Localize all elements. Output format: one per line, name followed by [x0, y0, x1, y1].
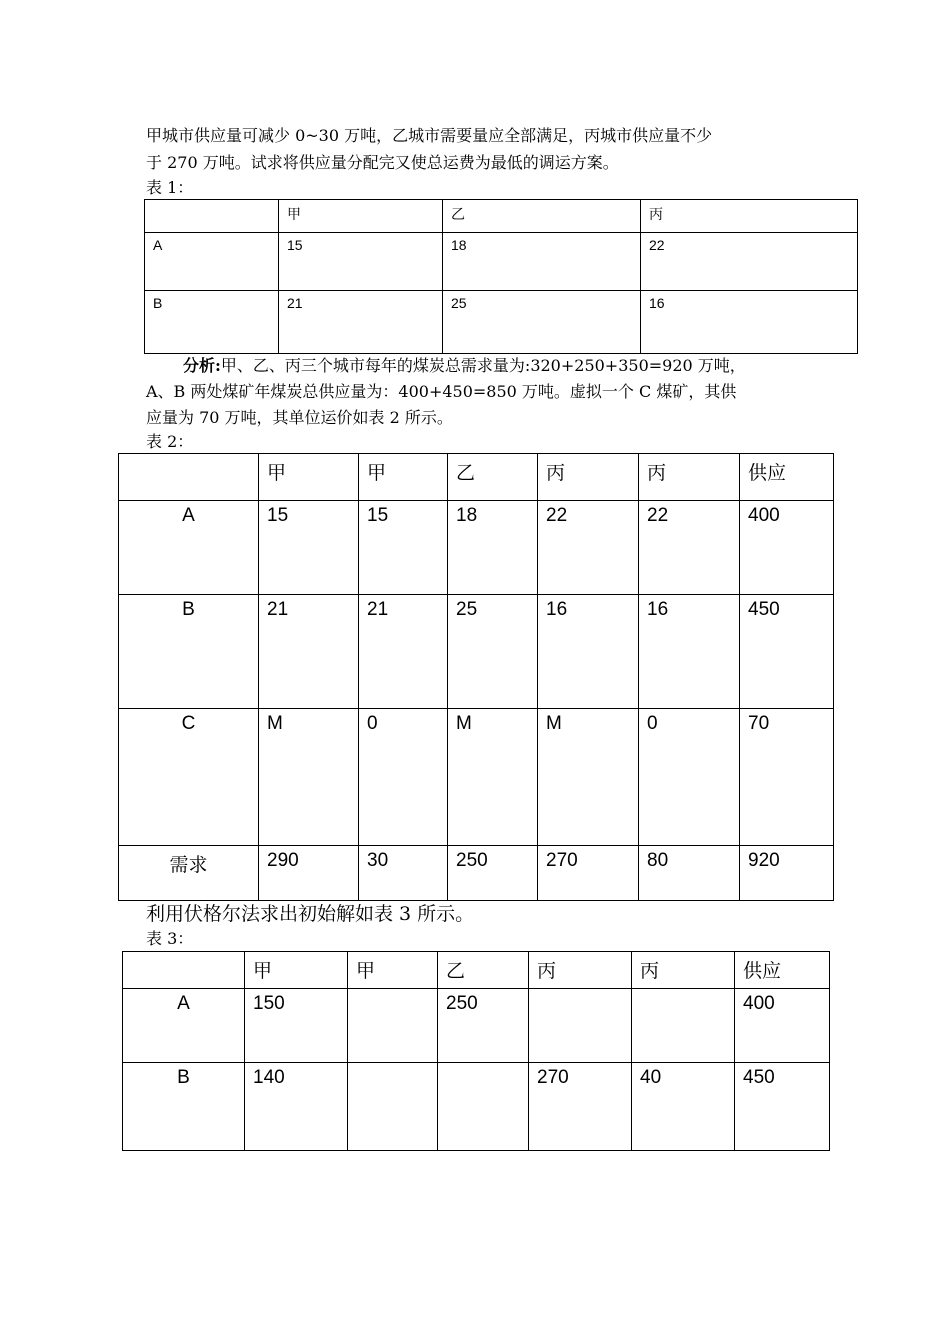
table2-cell: 18 — [448, 501, 538, 595]
table3-cell: 150 — [245, 989, 348, 1063]
table-row — [119, 846, 834, 901]
table3-cell: 40 — [632, 1063, 735, 1151]
table3-cell: 450 — [735, 1063, 830, 1151]
table2-cell: 21 — [259, 595, 359, 709]
table2-cell: 16 — [639, 595, 740, 709]
table3-header-label: 丙 — [640, 960, 660, 982]
table3-cell — [438, 1063, 529, 1151]
table2-cell: 30 — [359, 846, 448, 901]
vogel-text: 利用伏格尔法求出初始解如表 3 所示。 — [146, 903, 475, 925]
table3-caption: 表 3： — [146, 929, 194, 948]
table2-header-cell — [538, 454, 639, 501]
table-3 — [122, 951, 830, 1151]
table3-header-label: 丙 — [537, 960, 557, 982]
table3-header-cell — [632, 952, 735, 989]
table1-header-cell — [641, 200, 858, 233]
table-row — [145, 291, 858, 354]
table2-cell: M — [538, 709, 639, 846]
table1-header-label: 乙 — [451, 207, 465, 223]
table2-demand-label: 需求 — [169, 854, 208, 876]
table1-header-label: 丙 — [649, 207, 663, 223]
table3-header-cell — [245, 952, 348, 989]
table2-cell: 270 — [538, 846, 639, 901]
table3-header-label: 甲 — [253, 960, 273, 982]
table2-header-label: 丙 — [647, 462, 667, 484]
table2-header-label: 乙 — [456, 462, 476, 484]
table3-cell: 140 — [245, 1063, 348, 1151]
table2-cell: 70 — [740, 709, 834, 846]
table2-row-label: B — [119, 595, 259, 709]
table3-cell — [529, 989, 632, 1063]
table2-cell: 250 — [448, 846, 538, 901]
table1-cell: 25 — [443, 291, 641, 354]
table3-cell: 400 — [735, 989, 830, 1063]
table2-cell: 0 — [639, 709, 740, 846]
table3-row-label: B — [123, 1063, 245, 1151]
table3-header-row — [123, 952, 830, 989]
table2-cell: 15 — [259, 501, 359, 595]
table-row — [123, 989, 830, 1063]
table2-cell: 25 — [448, 595, 538, 709]
table3-header-cell — [348, 952, 438, 989]
table2-cell: M — [259, 709, 359, 846]
table2-header-cell — [448, 454, 538, 501]
table1-cell: 22 — [641, 233, 858, 291]
table1-header-row — [145, 200, 858, 233]
table1-header-cell — [279, 200, 443, 233]
analysis-line-3: 应量为 70 万吨，其单位运价如表 2 所示。 — [146, 408, 453, 427]
table-row — [145, 233, 858, 291]
table3-header-cell — [438, 952, 529, 989]
table1-header-label: 甲 — [287, 207, 301, 223]
table2-cell: M — [448, 709, 538, 846]
table-row — [123, 1063, 830, 1151]
table2-caption: 表 2： — [146, 432, 194, 451]
table2-cell: 290 — [259, 846, 359, 901]
table3-cell: 250 — [438, 989, 529, 1063]
table3-header-label: 乙 — [446, 960, 466, 982]
table1-header-cell — [443, 200, 641, 233]
table1-cell: 18 — [443, 233, 641, 291]
table2-cell: 21 — [359, 595, 448, 709]
table3-cell — [348, 1063, 438, 1151]
table1-cell: 15 — [279, 233, 443, 291]
table2-cell: 22 — [639, 501, 740, 595]
table3-cell — [348, 989, 438, 1063]
table-row — [119, 595, 834, 709]
table2-cell: 400 — [740, 501, 834, 595]
analysis-line-1-text: 甲、乙、丙三个城市每年的煤炭总需求量为:320+250+350=920 万吨， — [220, 356, 746, 375]
table3-header-cell — [123, 952, 245, 989]
table1-cell: 21 — [279, 291, 443, 354]
table3-header-cell — [735, 952, 830, 989]
table3-header-label: 供应 — [743, 960, 782, 982]
table2-row-label — [119, 846, 259, 901]
intro-line-1: 甲城市供应量可减少 0~30 万吨，乙城市需要量应全部满足，丙城市供应量不少 — [146, 126, 713, 145]
table3-cell — [632, 989, 735, 1063]
table2-header-cell — [740, 454, 834, 501]
table-row — [119, 709, 834, 846]
table2-header-row — [119, 454, 834, 501]
table2-cell: 80 — [639, 846, 740, 901]
table2-cell: 15 — [359, 501, 448, 595]
table-2 — [118, 453, 834, 901]
table2-header-cell — [259, 454, 359, 501]
table1-cell: A — [145, 233, 279, 291]
table2-row-label: A — [119, 501, 259, 595]
table2-cell: 920 — [740, 846, 834, 901]
table-row — [119, 501, 834, 595]
table3-row-label: A — [123, 989, 245, 1063]
table2-cell: 450 — [740, 595, 834, 709]
table2-cell: 16 — [538, 595, 639, 709]
table2-header-cell — [359, 454, 448, 501]
intro-line-2: 于 270 万吨。试求将供应量分配完又使总运费为最低的调运方案。 — [146, 153, 619, 172]
table2-header-label: 供应 — [748, 462, 787, 484]
table3-cell: 270 — [529, 1063, 632, 1151]
table2-header-label: 甲 — [367, 462, 387, 484]
table2-header-label: 甲 — [267, 462, 287, 484]
table1-header-cell — [145, 200, 279, 233]
table2-cell: 22 — [538, 501, 639, 595]
table1-caption: 表 1： — [146, 178, 194, 197]
table2-header-cell — [119, 454, 259, 501]
table2-cell: 0 — [359, 709, 448, 846]
table2-row-label: C — [119, 709, 259, 846]
table1-cell: B — [145, 291, 279, 354]
table2-header-label: 丙 — [546, 462, 566, 484]
table1-cell: 16 — [641, 291, 858, 354]
analysis-label: 分析: — [183, 356, 221, 375]
table3-header-cell — [529, 952, 632, 989]
table2-header-cell — [639, 454, 740, 501]
analysis-line-2: A、B 两处煤矿年煤炭总供应量为：400+450=850 万吨。虚拟一个 C 煤矿，其供 — [146, 382, 737, 401]
analysis-line-1 — [183, 352, 746, 379]
table-1 — [144, 199, 858, 354]
table3-header-label: 甲 — [356, 960, 376, 982]
